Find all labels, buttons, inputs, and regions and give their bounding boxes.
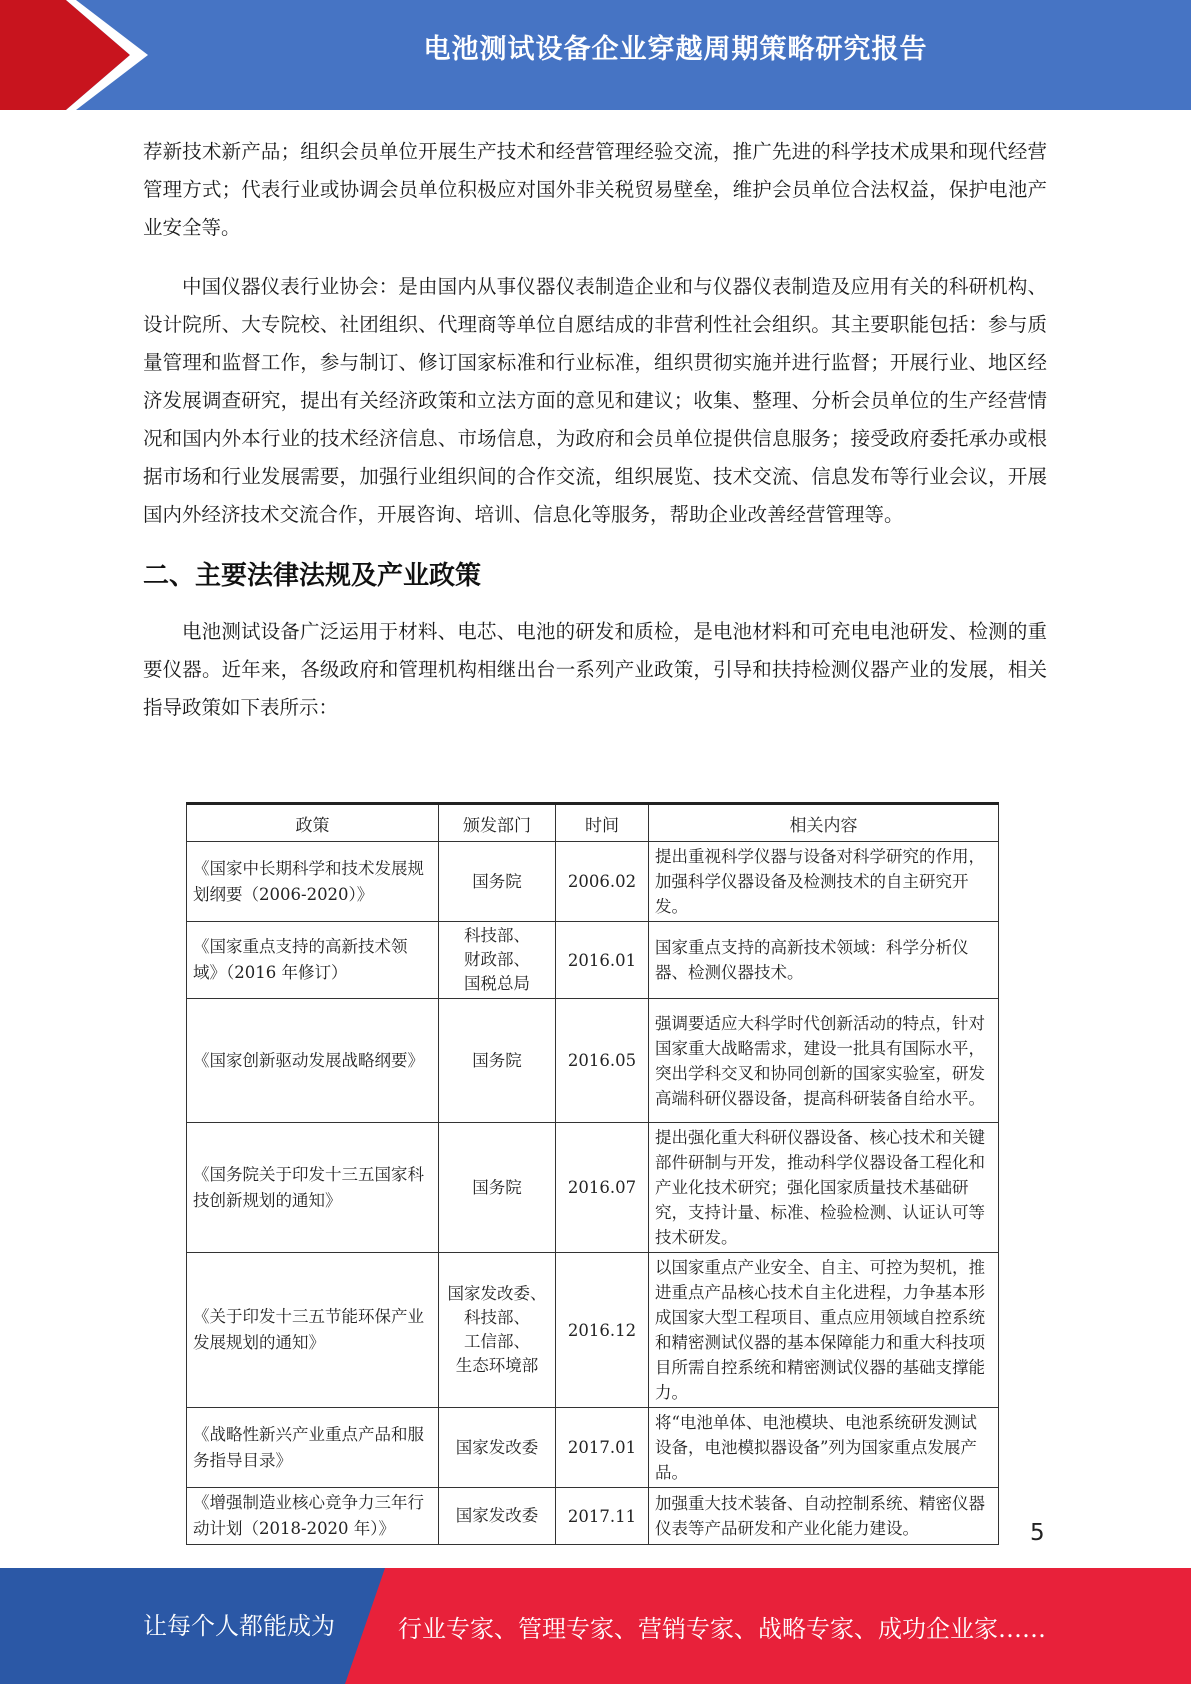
policy-content: 将“电池单体、电池模块、电池系统研发测试设备，电池模拟器设备”列为国家重点发展产品。: [649, 1408, 999, 1488]
section-intro: 电池测试设备广泛运用于材料、电芯、电池的研发和质检，是电池材料和可充电电池研发、检测的重要仪器。近年来，各级政府和管理机构相继出台一系列产业政策，引导和扶持检测仪器产业的发展，相关指导政策如下表所示：: [143, 620, 1047, 719]
page-body: [143, 133, 1047, 727]
table-row: [187, 1123, 999, 1253]
policy-name: 《增强制造业核心竞争力三年行动计划（2018-2020 年）》: [187, 1488, 439, 1545]
header-chevron-icon: [0, 0, 160, 110]
footer-slogan-left: 让每个人都能成为: [143, 1612, 335, 1640]
footer-slogan-right: 行业专家、管理专家、营销专家、战略专家、成功企业家……: [398, 1615, 1046, 1643]
policy-content: 国家重点支持的高新技术领域：科学分析仪器、检测仪器技术。: [649, 922, 999, 999]
policy-dept: 国家发改委、 科技部、 工信部、 生态环境部: [439, 1253, 556, 1408]
policy-dept: 国家发改委: [439, 1488, 556, 1545]
header-policy: 政策: [187, 804, 439, 842]
policy-name: 《国家创新驱动发展战略纲要》: [187, 999, 439, 1123]
policy-time: 2016.07: [556, 1123, 649, 1253]
policy-name: 《国务院关于印发十三五国家科技创新规划的通知》: [187, 1123, 439, 1253]
policy-time: 2016.01: [556, 922, 649, 999]
header-dept: 颁发部门: [439, 804, 556, 842]
policy-content: 强调要适应大科学时代创新活动的特点，针对国家重大战略需求，建设一批具有国际水平，突出学科交叉和协同创新的国家实验室，研发高端科研仪器设备，提高科研装备自给水平。: [649, 999, 999, 1123]
report-title: 电池测试设备企业穿越周期策略研究报告: [423, 34, 928, 65]
section-heading: 二、主要法律法规及产业政策: [143, 561, 482, 591]
paragraph-instrument-association: 中国仪器仪表行业协会：是由国内从事仪器仪表制造企业和与仪器仪表制造及应用有关的科研机构、设计院所、大专院校、社团组织、代理商等单位自愿结成的非营利性社会组织。其主要职能包括：参与质量管理和监督工作，参与制订、修订国家标准和行业标准，组织贯彻实施并进行监督；开展行业、地区经济发展调查研究，提出有关经济政策和立法方面的意见和建议；收集、整理、分析会员单位的生产经营情况和国内外本行业的技术经济信息、市场信息，为政府和会员单位提供信息服务；接受政府委托承办或根据市场和行业发展需要，加强行业组织间的合作交流，组织展览、技术交流、信息发布等行业会议，开展国内外经济技术交流合作，开展咨询、培训、信息化等服务，帮助企业改善经营管理等。: [143, 275, 1047, 526]
policy-time: 2016.05: [556, 999, 649, 1123]
policy-name: 《国家重点支持的高新技术领域》（2016 年修订）: [187, 922, 439, 999]
page-footer: [0, 1568, 1191, 1684]
table-row: [187, 1488, 999, 1545]
table-row: [187, 1408, 999, 1488]
table-row: [187, 999, 999, 1123]
policy-name: 《国家中长期科学和技术发展规划纲要（2006-2020）》: [187, 842, 439, 922]
policy-content: 提出强化重大科研仪器设备、核心技术和关键部件研制与开发，推动科学仪器设备工程化和产业化技术研究；强化国家质量技术基础研究，支持计量、标准、检验检测、认证认可等技术研发。: [649, 1123, 999, 1253]
policy-name: 《战略性新兴产业重点产品和服务指导目录》: [187, 1408, 439, 1488]
policy-time: 2017.11: [556, 1488, 649, 1545]
table-row: [187, 922, 999, 999]
policy-dept: 国务院: [439, 999, 556, 1123]
policy-content: 以国家重点产业安全、自主、可控为契机，推进重点产品核心技术自主化进程，力争基本形成国家大型工程项目、重点应用领域自控系统和精密测试仪器的基本保障能力和重大科技项目所需自控系统和精密测试仪器的基础支撑能力。: [649, 1253, 999, 1408]
paragraph-continuation: 荐新技术新产品；组织会员单位开展生产技术和经营管理经验交流，推广先进的科学技术成果和现代经营管理方式；代表行业或协调会员单位积极应对国外非关税贸易壁垒，维护会员单位合法权益，保护电池产业安全等。: [143, 140, 1047, 239]
policy-dept: 国务院: [439, 1123, 556, 1253]
policy-time: 2006.02: [556, 842, 649, 922]
policy-table: [186, 802, 999, 1545]
page-number: 5: [1030, 1520, 1045, 1546]
policy-content: 提出重视科学仪器与设备对科学研究的作用，加强科学仪器设备及检测技术的自主研究开发。: [649, 842, 999, 922]
policy-time: 2017.01: [556, 1408, 649, 1488]
policy-dept: 国家发改委: [439, 1408, 556, 1488]
table-row: [187, 1253, 999, 1408]
header-time: 时间: [556, 804, 649, 842]
page-header: [0, 0, 1191, 110]
policy-dept: 科技部、 财政部、 国税总局: [439, 922, 556, 999]
policy-time: 2016.12: [556, 1253, 649, 1408]
policy-dept: 国务院: [439, 842, 556, 922]
policy-content: 加强重大技术装备、自动控制系统、精密仪器仪表等产品研发和产业化能力建设。: [649, 1488, 999, 1545]
table-header-row: [187, 804, 999, 842]
policy-name: 《关于印发十三五节能环保产业发展规划的通知》: [187, 1253, 439, 1408]
table-row: [187, 842, 999, 922]
header-content: 相关内容: [649, 804, 999, 842]
